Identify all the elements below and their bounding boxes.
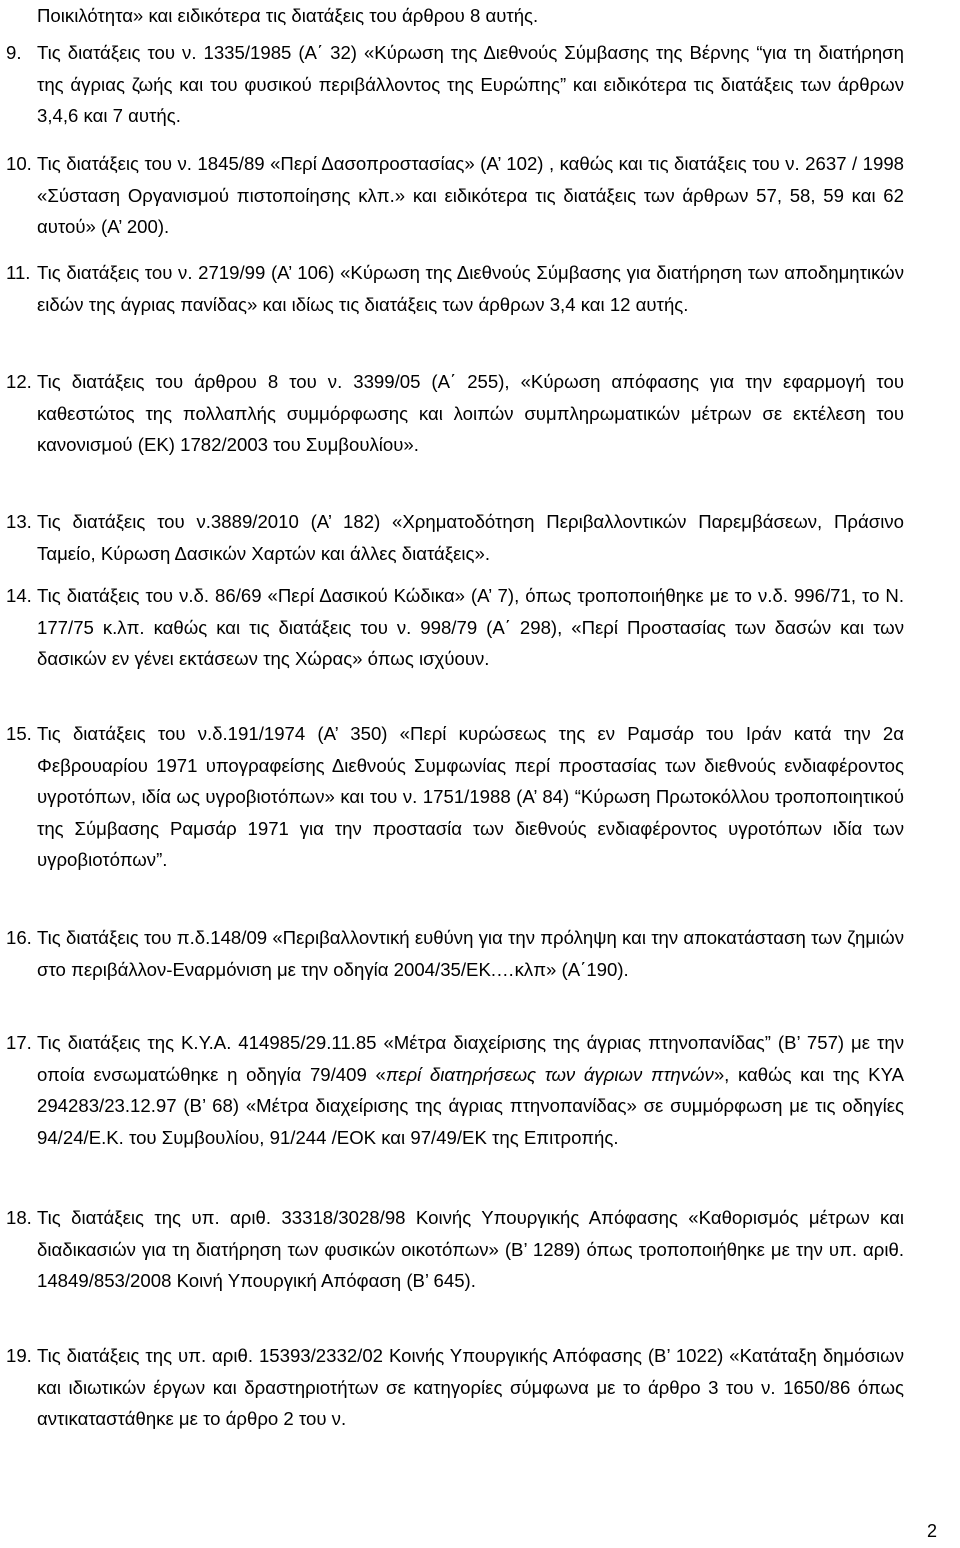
intro-paragraph: Ποικιλότητα» και ειδικότερα τις διατάξεις του άρθρου 8 αυτής. (37, 5, 539, 26)
item-text-italic: περί διατηρήσεως των άγριων πτηνών (385, 1063, 714, 1085)
item-text: Τις διατάξεις της υπ. αριθ. 33318/3028/98 Κοινής Υπουργικής Απόφασης «Καθορισμός μέτρων και διαδικασιών για τη διατήρηση των φυσικών οικοτόπων» (Β’ 1289) όπως τροποποιήθηκε με την υπ. αριθ. 14849/853/2008 Κοινή Υπουργική Απόφαση (Β’ 645). (37, 1207, 904, 1291)
item-number: 12. (6, 371, 32, 392)
item-number: 14. (6, 585, 32, 606)
item-text: Τις διατάξεις του ν.3889/2010 (Α’ 182) «Χρηματοδότηση Περιβαλλοντικών Παρεμβάσεων, Πράσινο Ταμείο, Κύρωση Δασικών Χαρτών και άλλες διατάξεις». (37, 511, 904, 564)
item-text: Τις διατάξεις της υπ. αριθ. 15393/2332/02 Κοινής Υπουργικής Απόφασης (Β’ 1022) «Κατάταξη δημόσιων και ιδιωτικών έργων και δραστηριοτήτων σε κατηγορίες σύμφωνα με το άρθρο 3 του ν. 1650/86 όπως αντικαταστάθηκε με το άρθρο 2 του ν. (37, 1345, 904, 1429)
item-number: 11. (6, 262, 31, 283)
item-text: Τις διατάξεις του άρθρου 8 του ν. 3399/05 (Α΄ 255), «Κύρωση απόφασης για την εφαρμογή του καθεστώτος της πολλαπλής συμμόρφωσης και λοιπών συμπληρωματικών μέτρων σε εκτέλεση του κανονισμού (ΕΚ) 1782/2003 του Συμβουλίου». (37, 371, 904, 455)
item-number: 17. (6, 1032, 32, 1053)
item-text: Τις διατάξεις του ν.δ. 86/69 «Περί Δασικού Κώδικα» (Α’ 7), όπως τροποποιήθηκε με το ν.δ. 996/71, το Ν. 177/75 κ.λπ. καθώς και τις διατάξεις του ν. 998/79 (Α΄ 298), «Περί Προστασίας των δασών και των δασικών εν γένει εκτάσεων της Χώρας» όπως ισχύουν. (37, 585, 904, 669)
item-text-part: Τις διατάξεις της Κ.Υ.Α. 414985/29.11.85 «Μέτρα διαχείρισης της άγριας πτηνοπανίδας” (Β’ 757) με την οποία ενσωματώθηκε η οδηγία 79/409 « (37, 1032, 904, 1085)
item-text-part: », καθώς και της ΚΥΑ 294283/23.12.97 (Β’ 68) «Μέτρα διαχείρισης της άγριας πτηνοπανίδας» σε συμμόρφωση με τις οδηγίες 94/24/Ε.Κ. του Συμβουλίου, 91/244 /ΕΟΚ και 97/49/ΕΚ της Επιτροπής. (37, 1063, 904, 1148)
item-number: 16. (6, 927, 32, 948)
item-number: 15. (6, 723, 32, 744)
item-text: Τις διατάξεις του ν.δ.191/1974 (Α’ 350) «Περί κυρώσεως της εν Ραμσάρ του Ιράν κατά την 2α Φεβρουαρίου 1971 υπογραφείσης Διεθνούς Συμφωνίας περί προστασίας των διεθνούς ενδιαφέροντος υγροτόπων, ιδία ως υγροβιοτόπων» και του ν. 1751/1988 (Α’ 84) “Κύρωση Πρωτοκόλλου τροποποιητικού της Σύμβασης Ραμσάρ 1971 για την προστασία των διεθνούς ενδιαφέροντος υγροτόπων ιδία των υγροβιοτόπων”. (37, 723, 904, 870)
page-number: 2 (926, 1521, 937, 1541)
item-number: 19. (6, 1345, 32, 1366)
item-text: Τις διατάξεις του π.δ.148/09 «Περιβαλλοντική ευθύνη για την πρόληψη και την αποκατάσταση των ζημιών στο περιβάλλον-Εναρμόνιση με την οδηγία 2004/35/ΕΚ.…κλπ» (Α΄190). (37, 927, 904, 980)
item-text: Τις διατάξεις του ν. 2719/99 (Α’ 106) «Κύρωση της Διεθνούς Σύμβασης για διατήρηση των αποδημητικών ειδών της άγριας πανίδας» και ιδίως τις διατάξεις των άρθρων 3,4 και 12 αυτής. (37, 262, 904, 315)
item-text: Τις διατάξεις του ν. 1335/1985 (Α΄ 32) «Κύρωση της Διεθνούς Σύμβασης της Βέρνης “για τη διατήρηση της άγριας ζωής και του φυσικού περιβάλλοντος της Ευρώπης” και ειδικότερα τις διατάξεις των άρθρων 3,4,6 και 7 αυτής. (37, 42, 904, 126)
item-number: 13. (6, 511, 32, 532)
item-text (37, 1027, 904, 1153)
item-text: Τις διατάξεις του ν. 1845/89 «Περί Δασοπροστασίας» (Α’ 102) , καθώς και τις διατάξεις του ν. 2637 / 1998 «Σύσταση Οργανισμού πιστοποίησης κλπ.» και ειδικότερα τις διατάξεις των άρθρων 57, 58, 59 και 62 αυτού» (Α’ 200). (37, 153, 904, 237)
item-number: 10. (6, 153, 32, 174)
item-number: 9. (6, 42, 22, 63)
item-number: 18. (6, 1207, 32, 1228)
